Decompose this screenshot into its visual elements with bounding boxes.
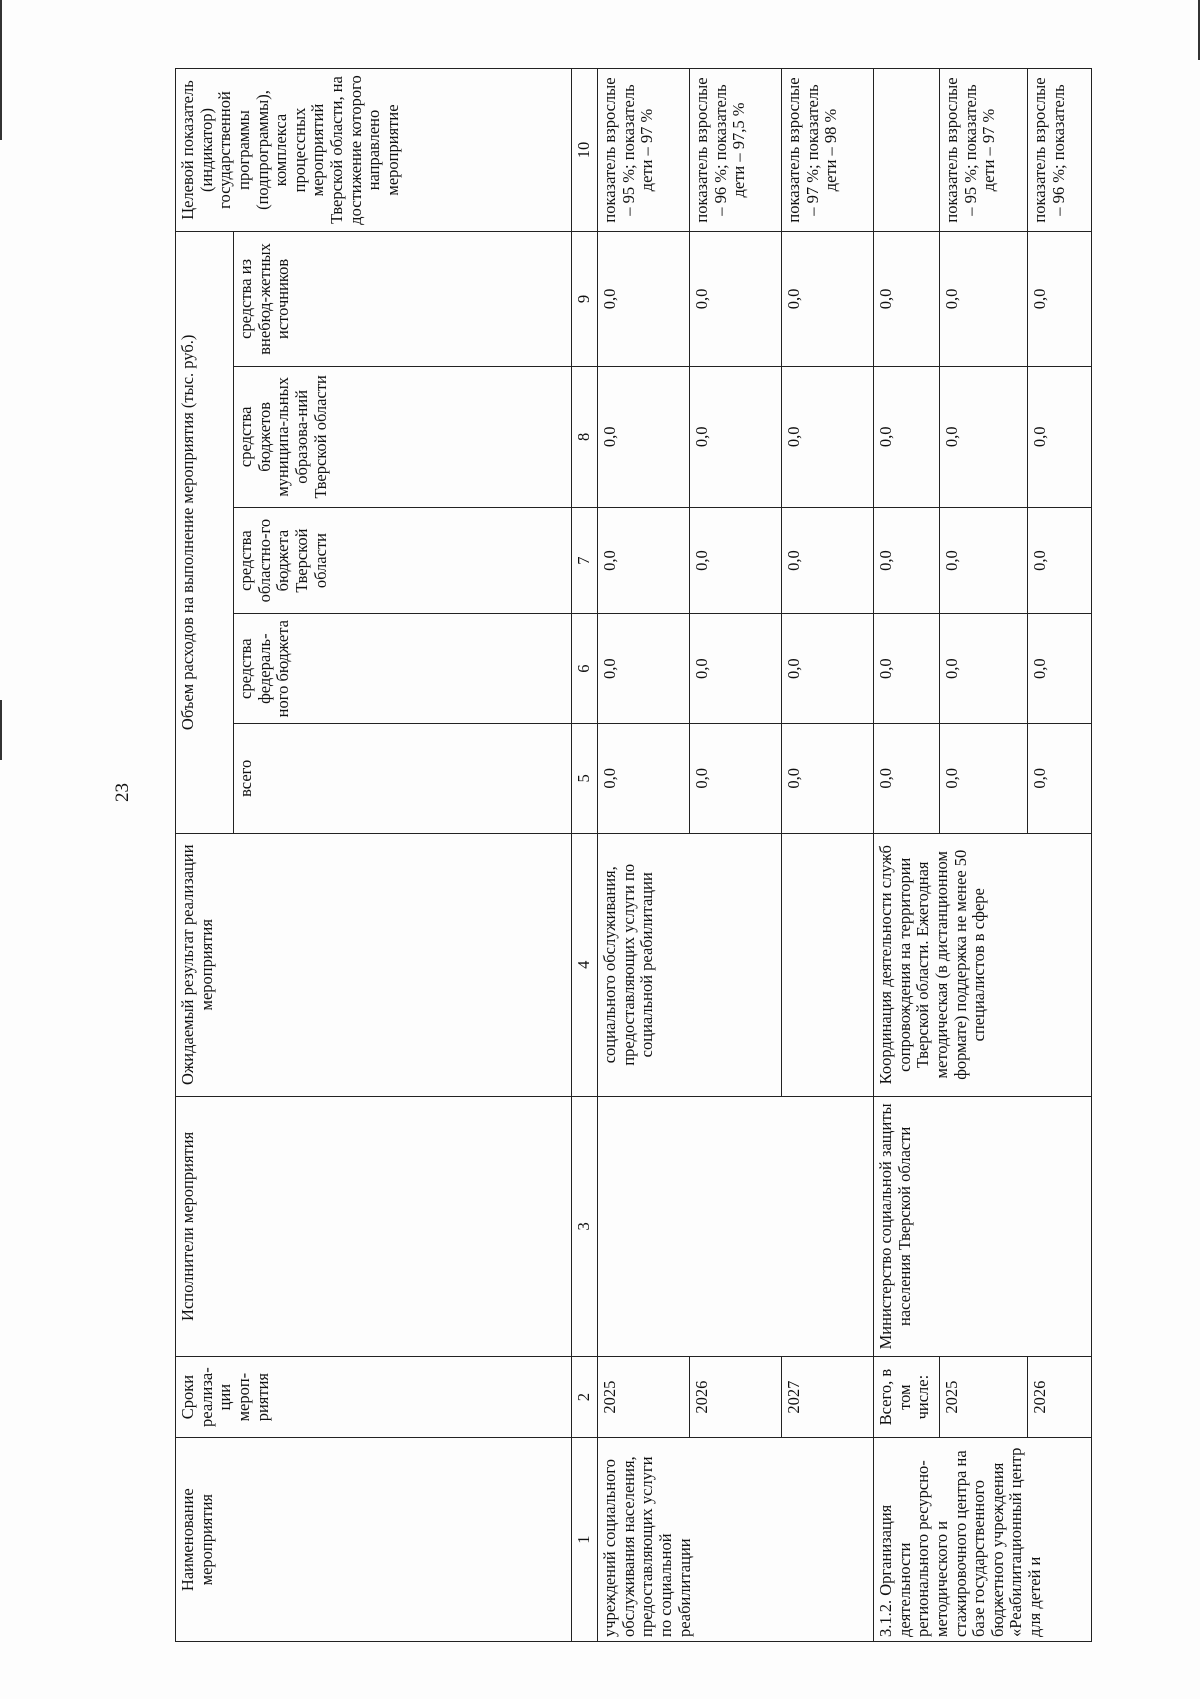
value-municipal: 0,0 — [782, 366, 874, 507]
value-regional: 0,0 — [940, 507, 1028, 614]
value-regional: 0,0 — [598, 507, 690, 614]
scan-edge-line — [0, 0, 2, 140]
value-federal: 0,0 — [690, 614, 782, 724]
value-municipal: 0,0 — [1028, 366, 1092, 507]
value-municipal: 0,0 — [690, 366, 782, 507]
value-federal: 0,0 — [940, 614, 1028, 724]
value-total: 0,0 — [874, 724, 940, 834]
value-regional: 0,0 — [1028, 507, 1092, 614]
header-regional: средства областно-го бюджета Тверской области — [234, 507, 572, 614]
col-num-9: 9 — [572, 232, 598, 367]
executor-cell — [598, 1096, 874, 1356]
target-cell: показатель взрослые – 95 %; показатель дети – 97 % — [598, 69, 690, 232]
header-name: Наименование мероприятия — [176, 1438, 572, 1642]
value-total: 0,0 — [940, 724, 1028, 834]
header-expected-result: Ожидаемый результат реализации мероприятия — [176, 833, 572, 1096]
col-num-3: 3 — [572, 1096, 598, 1356]
executor-cell: Министерство социальной защиты населения Тверской области — [874, 1096, 1092, 1356]
col-num-6: 6 — [572, 614, 598, 724]
header-federal: средства федераль-ного бюджета — [234, 614, 572, 724]
column-numbers-row — [572, 69, 598, 1642]
header-extrabudget: средства из внебюд-жетных источников — [234, 232, 572, 367]
value-municipal: 0,0 — [874, 366, 940, 507]
value-extrabudget: 0,0 — [940, 232, 1028, 367]
header-target: Целевой показатель (индикатор) государственной программы (подпрограммы), комплекса процессных мероприятий Тверской области, на достижение которого направлено мероприятие — [176, 69, 572, 232]
year-cell: 2025 — [598, 1356, 690, 1437]
col-num-1: 1 — [572, 1438, 598, 1642]
value-municipal: 0,0 — [598, 366, 690, 507]
value-total: 0,0 — [1028, 724, 1092, 834]
year-cell: Всего, в том числе: — [874, 1356, 940, 1437]
value-total: 0,0 — [598, 724, 690, 834]
value-total: 0,0 — [782, 724, 874, 834]
value-extrabudget: 0,0 — [1028, 232, 1092, 367]
result-cell-empty — [782, 833, 874, 1096]
header-total: всего — [234, 724, 572, 834]
year-cell: 2026 — [690, 1356, 782, 1437]
header-volume: Объем расходов на выполнение мероприятия (тыс. руб.) — [176, 232, 234, 834]
value-federal: 0,0 — [598, 614, 690, 724]
table-row — [782, 69, 874, 1642]
target-cell: показатель взрослые – 96 %; показатель дети – 97,5 % — [690, 69, 782, 232]
value-regional: 0,0 — [874, 507, 940, 614]
measure-name: 3.1.2. Организация деятельности регионального ресурсно-методического и стажировочного центра на базе государственного бюджетного учреждения «Реабилитационный центр для детей и — [874, 1438, 1092, 1642]
header-municipal: средства бюджетов муниципа-льных образова-ний Тверской области — [234, 366, 572, 507]
scan-edge-line — [0, 700, 2, 760]
col-num-10: 10 — [572, 69, 598, 232]
col-num-4: 4 — [572, 833, 598, 1096]
result-cell: социального обслуживания, предоставляющих услуги по социальной реабилитации — [598, 833, 782, 1096]
col-num-2: 2 — [572, 1356, 598, 1437]
table-row — [598, 69, 690, 1642]
value-federal: 0,0 — [1028, 614, 1092, 724]
measure-name: учреждений социального обслуживания населения, предоставляющих услуги по социальной реабилитации — [598, 1438, 874, 1642]
value-federal: 0,0 — [874, 614, 940, 724]
year-cell: 2025 — [940, 1356, 1028, 1437]
col-num-7: 7 — [572, 507, 598, 614]
value-municipal: 0,0 — [940, 366, 1028, 507]
result-cell: Координация деятельности служб сопровождения на территории Тверской области. Ежегодная методическая (в дистанционном формате) поддержка не менее 50 специалистов в сфере — [874, 833, 1092, 1096]
value-extrabudget: 0,0 — [782, 232, 874, 367]
value-extrabudget: 0,0 — [598, 232, 690, 367]
value-federal: 0,0 — [782, 614, 874, 724]
rotated-table-frame — [175, 68, 1092, 1642]
page-number: 23 — [112, 783, 133, 802]
target-cell — [874, 69, 940, 232]
target-cell: показатель взрослые – 96 %; показатель — [1028, 69, 1092, 232]
target-cell: показатель взрослые – 97 %; показатель дети – 98 % — [782, 69, 874, 232]
col-num-5: 5 — [572, 724, 598, 834]
value-extrabudget: 0,0 — [690, 232, 782, 367]
measures-table — [175, 68, 1092, 1642]
value-regional: 0,0 — [690, 507, 782, 614]
value-regional: 0,0 — [782, 507, 874, 614]
col-num-8: 8 — [572, 366, 598, 507]
value-total: 0,0 — [690, 724, 782, 834]
value-extrabudget: 0,0 — [874, 232, 940, 367]
header-executors: Исполнители мероприятия — [176, 1096, 572, 1356]
year-cell: 2027 — [782, 1356, 874, 1437]
target-cell: показатель взрослые – 95 %; показатель дети – 97 % — [940, 69, 1028, 232]
table-row — [874, 69, 940, 1642]
header-terms: Сроки реализа-ции мероп-риятия — [176, 1356, 572, 1437]
header-row-1 — [176, 69, 234, 1642]
year-cell: 2026 — [1028, 1356, 1092, 1437]
